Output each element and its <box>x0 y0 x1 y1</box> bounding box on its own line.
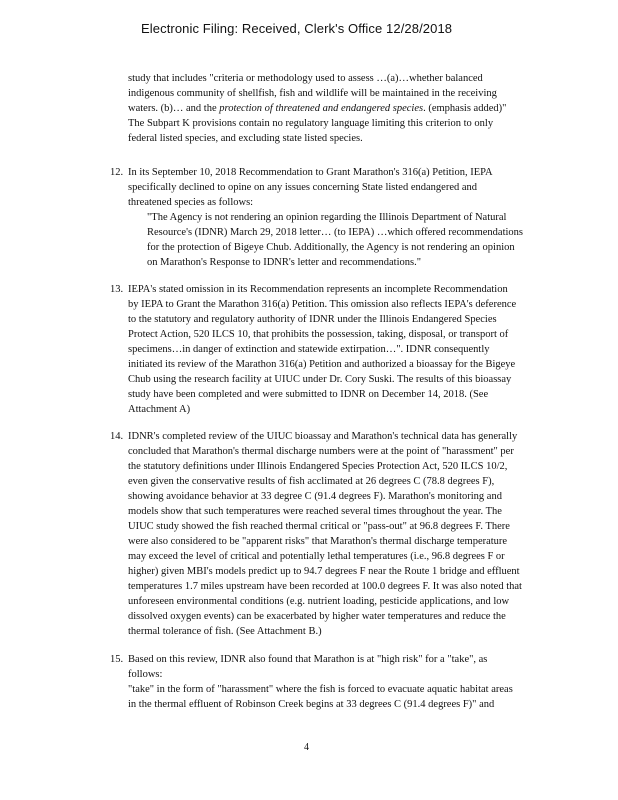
text-line: IEPA's stated omission in its Recommendation represents an incomplete Recommendation <box>128 284 508 295</box>
text-line: by IEPA to Grant the Marathon 316(a) Petition. This omission also reflects IEPA's deference <box>128 299 517 310</box>
emphasis-text: protection of threatened and endangered species <box>219 103 424 114</box>
text-line: to the statutory and regulatory authority of IDNR under the Illinois Endangered Species <box>128 314 497 325</box>
text-line: initiated its review of the Marathon 316(a) Petition and authorized a bioassay for the Bigeye <box>128 359 516 370</box>
text-line: The Subpart K provisions contain no regulatory language limiting this criterion to only <box>128 118 494 129</box>
filing-stamp: Electronic Filing: Received, Clerk's Office 12/28/2018 <box>141 21 453 36</box>
text-line: "take" in the form of "harassment" where the fish is forced to evacuate aquatic habitat areas <box>128 684 513 695</box>
text-line: Based on this review, IDNR also found that Marathon is at "high risk" for a "take", as <box>128 654 488 665</box>
text-line <box>128 102 506 116</box>
item-number: 14. <box>110 431 124 442</box>
text-line: in the thermal effluent of Robinson Creek begins at 33 degrees C (91.4 degrees F)" and <box>128 699 495 710</box>
text-fragment: . (emphasis added)" <box>423 103 507 114</box>
item-number: 13. <box>110 284 124 295</box>
text-line: Protect Action, 520 ILCS 10, that prohibits the possession, taking, disposal, or transport of <box>128 329 509 340</box>
text-line: In its September 10, 2018 Recommendation to Grant Marathon's 316(a) Petition, IEPA <box>128 167 493 178</box>
text-line: study that includes "criteria or methodology used to assess …(a)…whether balanced <box>128 73 483 84</box>
text-line: were also considered to be "apparent risks" that Marathon's thermal discharge temperature <box>128 536 508 547</box>
text-line: IDNR's completed review of the UIUC bioassay and Marathon's technical data has generally <box>128 431 518 442</box>
page-number: 4 <box>304 742 309 753</box>
text-line: concluded that Marathon's thermal discharge numbers were at the point of "harassment" per <box>128 446 514 457</box>
text-line: dissolved oxygen events) can be exacerbated by higher water temperatures and reduce the <box>128 611 506 622</box>
text-line: unforeseen environmental conditions (e.g. nutrient loading, pesticide applications, and low <box>128 596 510 607</box>
quote-line: on Marathon's Response to IDNR's letter and recommendations." <box>147 257 422 268</box>
text-line: specifically declined to opine on any issues concerning State listed endangered and <box>128 182 478 193</box>
text-line: study have been completed and were submitted to IDNR on December 14, 2018. (See <box>128 389 489 400</box>
text-line: federal listed species, and excluding state listed species. <box>128 133 363 144</box>
item-number: 12. <box>110 167 124 178</box>
text-line: temperatures 1.7 miles upstream have been recorded at 100.0 degrees F. It was also noted that <box>128 581 522 592</box>
text-line: Attachment A) <box>128 404 191 415</box>
quote-line: "The Agency is not rendering an opinion regarding the Illinois Department of Natural <box>147 212 507 223</box>
text-line: the statutory definitions under Illinois Endangered Species Protection Act, 520 ILCS 10/2, <box>128 461 508 472</box>
text-line: showing avoidance behavior at 33 degree C (91.4 degrees F). Marathon's monitoring and <box>128 491 502 502</box>
text-line: threatened species as follows: <box>128 197 254 208</box>
text-line: higher) given MBI's models predict up to 94.7 degrees F near the Route 1 bridge and effluent <box>128 566 520 577</box>
quote-line: for the protection of Bigeye Chub. Additionally, the Agency is not rendering an opinion <box>147 242 515 253</box>
text-line: models show that such temperatures were reached several times throughout the year. The <box>128 506 502 517</box>
quote-line: Resource's (IDNR) March 29, 2018 letter… (to IEPA) …which offered recommendations <box>147 227 524 238</box>
text-line: UIUC study showed the fish reached thermal critical or "pass-out" at 96.8 degrees F. There <box>128 521 510 532</box>
text-fragment: waters. (b)… and the <box>128 103 220 114</box>
text-line: follows: <box>128 669 163 680</box>
text-line: Chub using the research facility at UIUC under Dr. Cory Suski. The results of this bioassay <box>128 374 512 385</box>
text-line: may exceed the level of critical and potentially lethal temperatures (i.e., 96.8 degrees F or <box>128 551 505 562</box>
item-number: 15. <box>110 654 124 665</box>
text-line: specimens…in danger of extinction and statewide extirpation…". IDNR consequently <box>128 344 490 355</box>
text-line: indigenous community of shellfish, fish and wildlife will be maintained in the receiving <box>128 88 497 99</box>
text-line: even given the conservative results of fish acclimated at 26 degrees C (78.8 degrees F), <box>128 476 495 487</box>
text-line: thermal tolerance of fish. (See Attachment B.) <box>128 626 322 637</box>
